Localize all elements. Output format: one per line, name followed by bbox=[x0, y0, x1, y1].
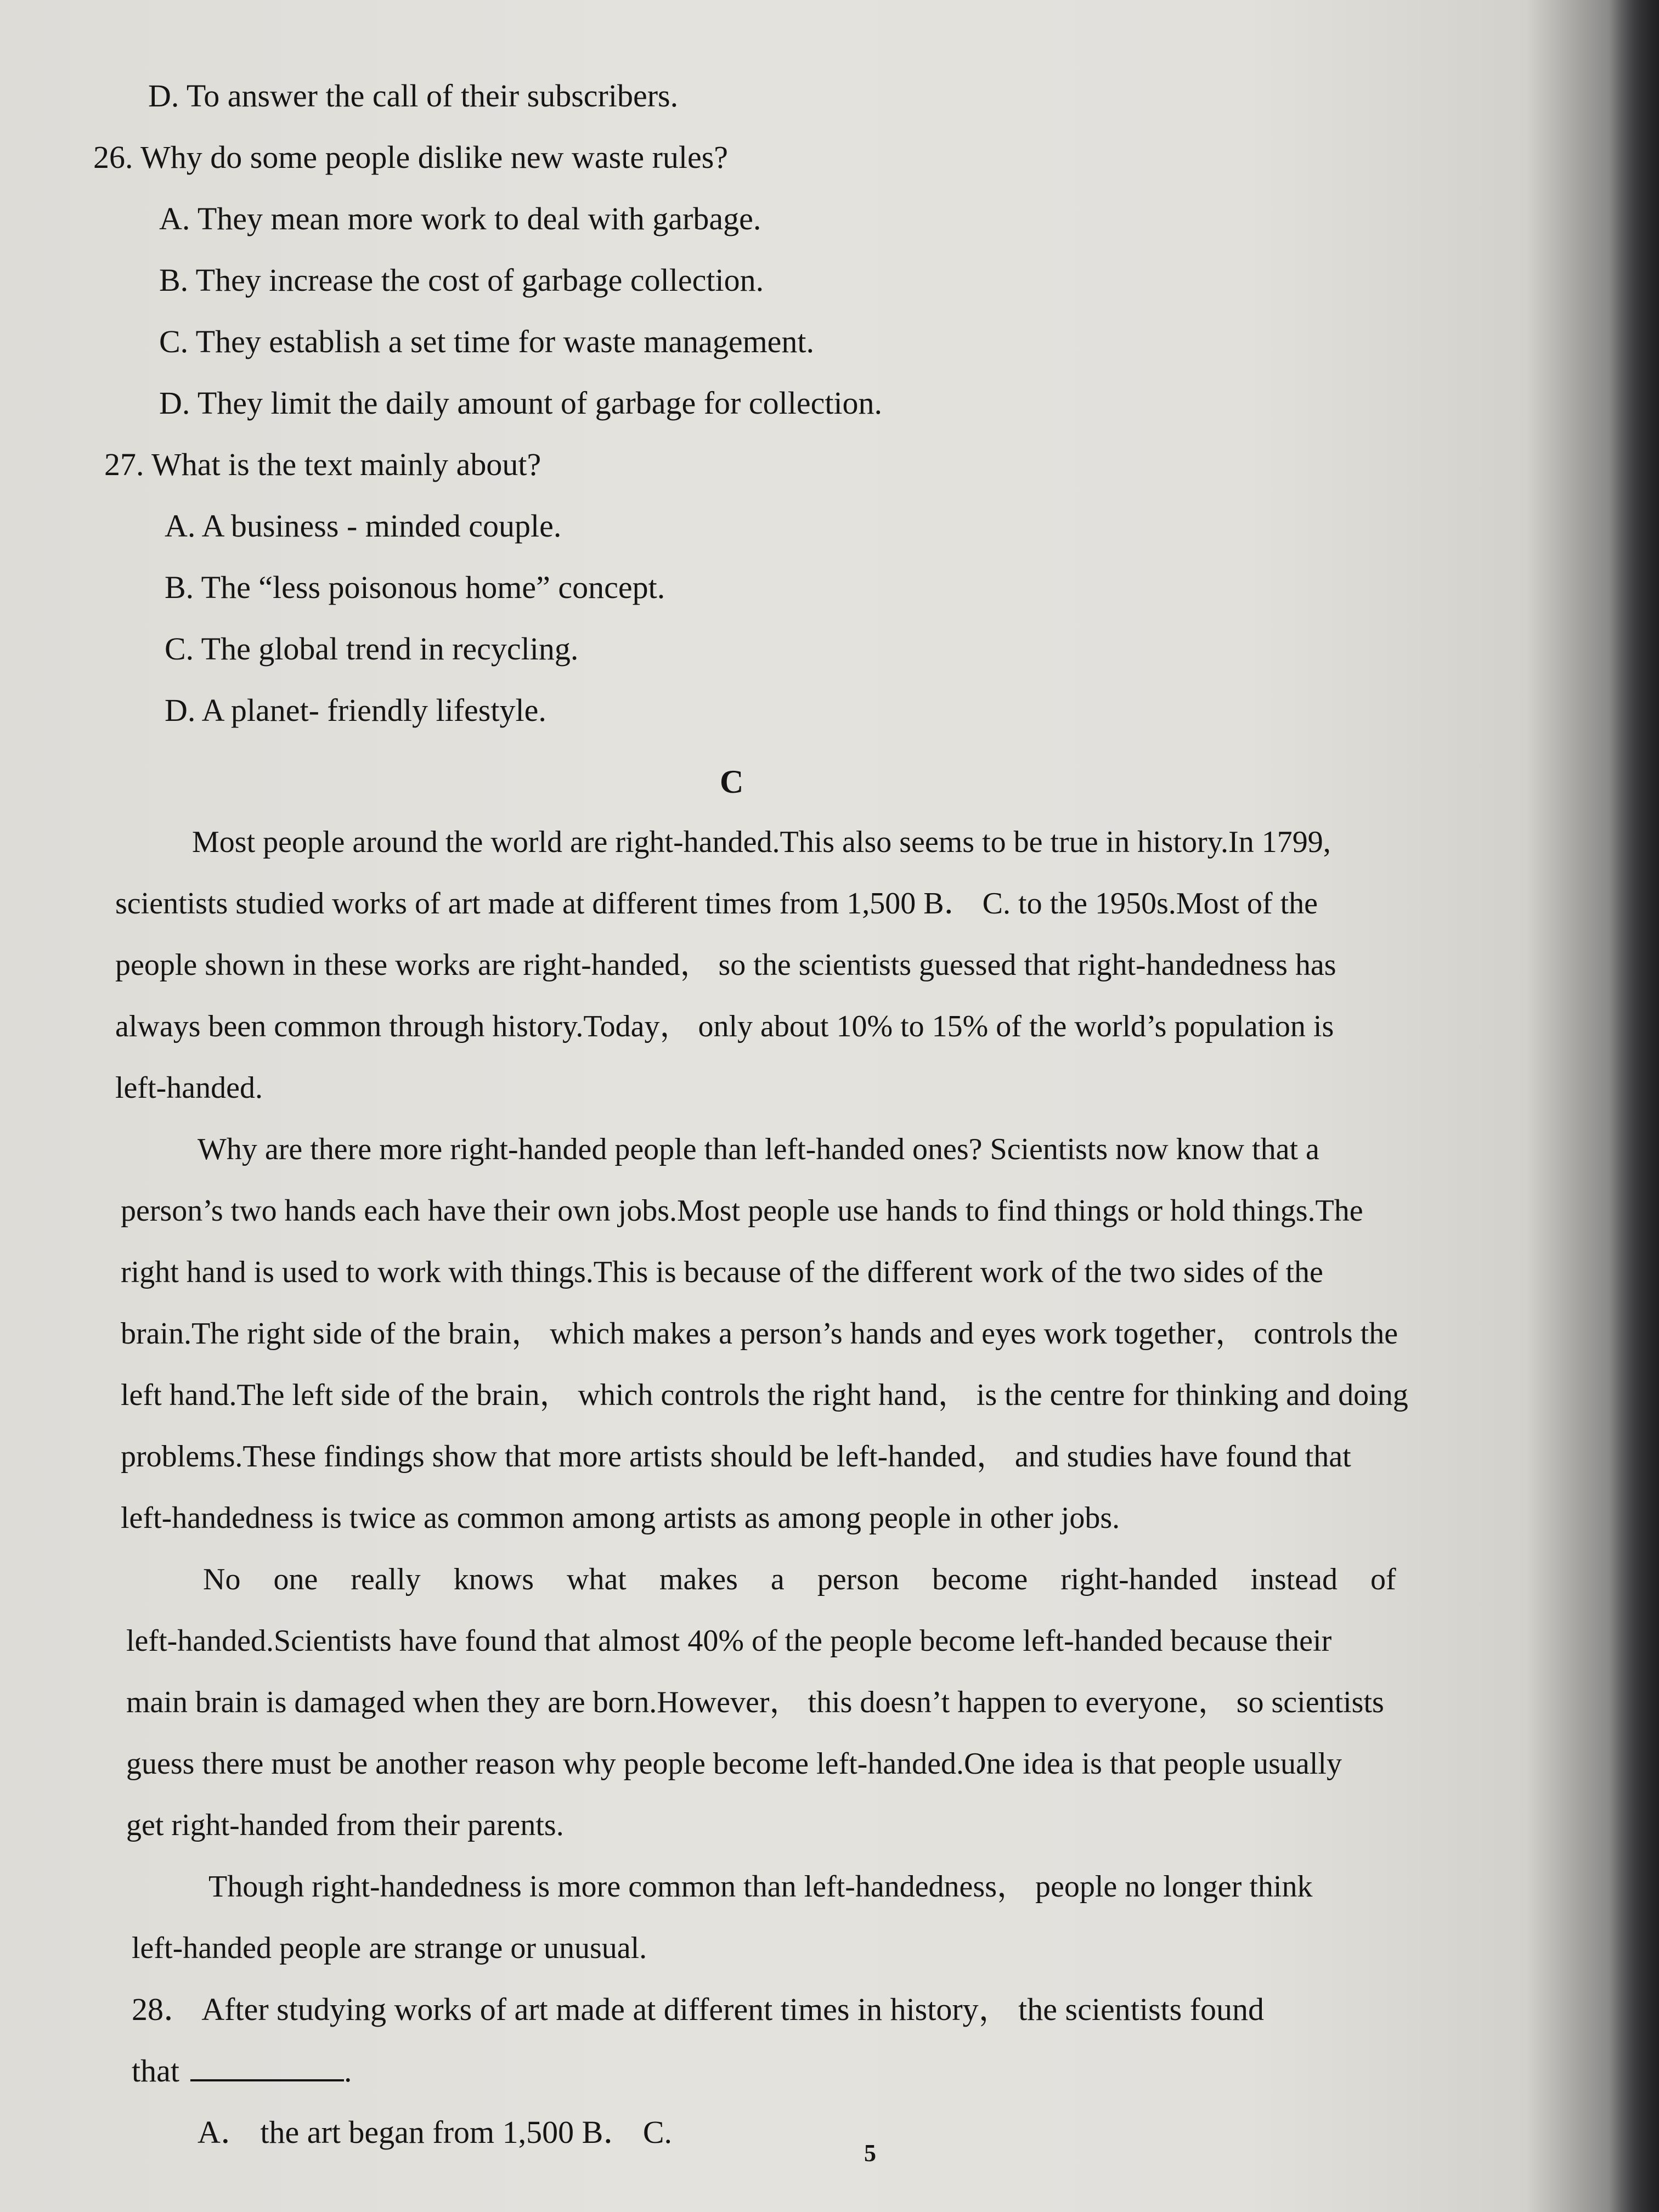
q26-option-d: D. They limit the daily amount of garbage for collection. bbox=[159, 385, 883, 421]
q27-option-b: B. The “less poisonous home” concept. bbox=[165, 569, 665, 605]
q26-stem: 26. Why do some people dislike new waste rules? bbox=[93, 139, 729, 175]
passage-p3-line: No one really knows what makes a person become right-handed instead of bbox=[203, 1562, 1396, 1596]
q28-stem-that: that bbox=[132, 2053, 179, 2089]
passage-p2-line: brain.The right side of the brain， which makes a person’s hands and eyes work together， controls the bbox=[121, 1317, 1398, 1351]
passage-p2-line: person’s two hands each have their own jobs.Most people use hands to find things or hold things.The bbox=[121, 1194, 1363, 1228]
passage-p2-line: left hand.The left side of the brain， which controls the right hand， is the centre for thinking and doing bbox=[121, 1378, 1408, 1412]
passage-p3-line: left-handed.Scientists have found that almost 40% of the people become left-handed because their bbox=[126, 1624, 1332, 1658]
passage-p1-line: left-handed. bbox=[115, 1071, 263, 1105]
passage-p1-line: Most people around the world are right-handed.This also seems to be true in history.In 1799, bbox=[192, 825, 1331, 859]
q25-option-d: D. To answer the call of their subscribers. bbox=[148, 78, 679, 114]
passage-p1-line: scientists studied works of art made at different times from 1,500 B． C. to the 1950s.Most of the bbox=[115, 887, 1318, 921]
q26-option-a: A. They mean more work to deal with garbage. bbox=[159, 201, 761, 236]
page-edge-shadow bbox=[1610, 0, 1659, 2212]
q27-option-a: A. A business - minded couple. bbox=[165, 508, 562, 544]
q27-stem: 27. What is the text mainly about? bbox=[104, 447, 541, 482]
q28-stem-line2 bbox=[132, 2052, 352, 2090]
passage-p3-line: get right-handed from their parents. bbox=[126, 1808, 564, 1842]
passage-p4-line: Though right-handedness is more common than left-handedness， people no longer think bbox=[208, 1870, 1313, 1904]
passage-p2-line: Why are there more right-handed people than left-handed ones? Scientists now know that a bbox=[198, 1132, 1319, 1166]
section-heading-c: C bbox=[720, 764, 744, 800]
q28-answer-blank[interactable] bbox=[190, 2054, 344, 2081]
q28-option-a: A． the art began from 1,500 B． C. bbox=[198, 2114, 673, 2150]
passage-p3-line: guess there must be another reason why people become left-handed.One idea is that people usually bbox=[126, 1747, 1342, 1781]
q26-option-b: B. They increase the cost of garbage collection. bbox=[159, 262, 764, 298]
passage-p3-line: main brain is damaged when they are born.However， this doesn’t happen to everyone， so scientists bbox=[126, 1685, 1384, 1719]
passage-p2-line: right hand is used to work with things.This is because of the different work of the two sides of the bbox=[121, 1255, 1323, 1289]
q28-stem-line1: 28． After studying works of art made at different times in history， the scientists found bbox=[132, 1991, 1265, 2027]
q27-option-c: C. The global trend in recycling. bbox=[165, 631, 579, 667]
q28-blank-end: . bbox=[343, 2053, 352, 2089]
passage-p2-line: problems.These findings show that more artists should be left-handed， and studies have found that bbox=[121, 1440, 1351, 1474]
passage-p4-line: left-handed people are strange or unusual. bbox=[132, 1931, 647, 1965]
passage-p1-line: people shown in these works are right-handed， so the scientists guessed that right-handedness has bbox=[115, 948, 1336, 982]
q27-option-d: D. A planet- friendly lifestyle. bbox=[165, 692, 546, 728]
q26-option-c: C. They establish a set time for waste management. bbox=[159, 324, 815, 359]
page-number: 5 bbox=[864, 2140, 876, 2166]
passage-p1-line: always been common through history.Today， only about 10% to 15% of the world’s population is bbox=[115, 1009, 1334, 1043]
passage-p2-line: left-handedness is twice as common among artists as among people in other jobs. bbox=[121, 1501, 1120, 1535]
